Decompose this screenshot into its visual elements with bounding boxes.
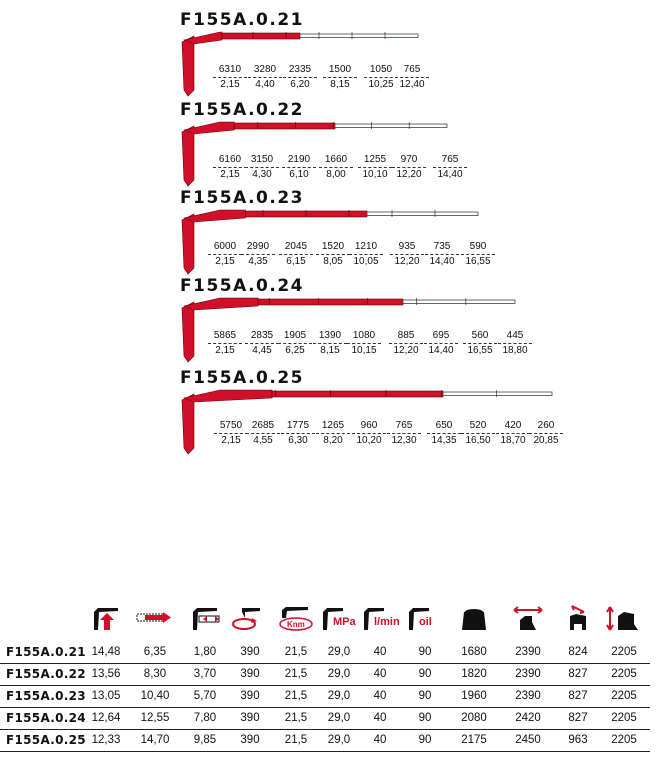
load-outreach-m: 12,20 xyxy=(396,169,422,180)
load-point xyxy=(323,64,357,91)
load-outreach-m: 2,15 xyxy=(221,435,241,446)
table-cell: 2205 xyxy=(611,668,637,680)
load-capacity-kg: 885 xyxy=(389,330,423,344)
load-point xyxy=(358,154,392,181)
stabilizer-width-icon xyxy=(508,604,548,632)
load-outreach-m: 8,20 xyxy=(323,435,343,446)
manual-extension xyxy=(300,34,418,38)
load-outreach-m: 10,05 xyxy=(353,256,379,267)
load-point xyxy=(279,241,313,268)
table-cell: 1960 xyxy=(461,690,487,702)
load-point xyxy=(463,330,497,357)
load-outreach-m: 14,40 xyxy=(428,345,454,356)
table-cell: 2205 xyxy=(611,734,637,746)
table-cell: 90 xyxy=(418,690,432,702)
load-point xyxy=(283,64,317,91)
icon-unit-label: Knm xyxy=(287,620,305,629)
load-capacity-kg: 6000 xyxy=(208,241,242,255)
load-capacity-kg: 560 xyxy=(463,330,497,344)
table-cell: 827 xyxy=(568,668,588,680)
manual-extension xyxy=(403,300,515,304)
table-cell: 90 xyxy=(418,668,432,680)
table-cell: 827 xyxy=(568,712,588,724)
table-cell: 29,0 xyxy=(327,646,351,658)
load-outreach-m: 14,40 xyxy=(437,169,463,180)
table-cell: 40 xyxy=(373,646,387,658)
load-capacity-kg: 2835 xyxy=(245,330,279,344)
table-cell: 90 xyxy=(418,646,432,658)
table-cell: 8,30 xyxy=(143,668,167,680)
load-outreach-m: 16,55 xyxy=(467,345,493,356)
table-row xyxy=(0,708,650,730)
load-outreach-m: 12,40 xyxy=(399,79,425,90)
crane-column xyxy=(182,36,194,96)
row-model-name: F155A.0.21 xyxy=(6,645,86,659)
table-row xyxy=(0,642,650,664)
load-capacity-kg: 260 xyxy=(529,420,563,434)
load-outreach-m: 2,15 xyxy=(220,79,240,90)
table-cell: 390 xyxy=(240,646,260,658)
load-outreach-m: 12,30 xyxy=(391,435,417,446)
load-capacity-kg: 970 xyxy=(392,154,426,168)
load-capacity-kg: 2190 xyxy=(282,154,316,168)
table-cell: 2205 xyxy=(611,712,637,724)
table-cell: 90 xyxy=(418,734,432,746)
load-outreach-m: 20,85 xyxy=(533,435,559,446)
hydraulic-extension xyxy=(234,123,335,129)
table-cell: 29,0 xyxy=(327,712,351,724)
load-capacity-kg: 2685 xyxy=(246,420,280,434)
model-title: F155A.0.23 xyxy=(180,188,304,208)
row-model-name: F155A.0.23 xyxy=(6,689,86,703)
load-capacity-kg: 6310 xyxy=(213,64,247,78)
load-capacity-kg: 1500 xyxy=(323,64,357,78)
manual-extension xyxy=(367,212,478,216)
table-cell: 963 xyxy=(568,734,588,746)
load-point xyxy=(424,330,458,357)
load-outreach-m: 8,15 xyxy=(330,79,350,90)
table-cell: 21,5 xyxy=(284,668,308,680)
table-cell: 2390 xyxy=(515,668,541,680)
table-cell: 5,70 xyxy=(193,690,217,702)
load-outreach-m: 10,10 xyxy=(362,169,388,180)
table-cell: 13,05 xyxy=(91,690,121,702)
table-cell: 10,40 xyxy=(140,690,170,702)
table-cell: 6,35 xyxy=(143,646,167,658)
load-capacity-kg: 935 xyxy=(390,241,424,255)
icon-unit-label: oil xyxy=(419,616,432,628)
load-point xyxy=(364,64,398,91)
table-cell: 2175 xyxy=(461,734,487,746)
load-capacity-kg: 1255 xyxy=(358,154,392,168)
load-capacity-kg: 5750 xyxy=(214,420,248,434)
crane-column xyxy=(182,214,194,274)
load-point xyxy=(208,241,242,268)
main-boom xyxy=(184,390,272,402)
table-cell: 40 xyxy=(373,668,387,680)
load-capacity-kg: 1905 xyxy=(278,330,312,344)
load-capacity-kg: 765 xyxy=(433,154,467,168)
load-point xyxy=(313,330,347,357)
load-capacity-kg: 650 xyxy=(427,420,461,434)
main-boom xyxy=(184,210,245,222)
load-point xyxy=(248,64,282,91)
table-cell: 40 xyxy=(373,734,387,746)
hydraulic-extension xyxy=(222,33,300,39)
load-capacity-kg: 3280 xyxy=(248,64,282,78)
load-point xyxy=(213,64,247,91)
table-cell: 1,80 xyxy=(193,646,217,658)
load-point xyxy=(461,241,495,268)
load-point xyxy=(390,241,424,268)
table-cell: 2420 xyxy=(515,712,541,724)
load-point xyxy=(208,330,242,357)
load-capacity-kg: 1520 xyxy=(316,241,350,255)
load-outreach-m: 18,70 xyxy=(500,435,526,446)
lifting-moment-icon xyxy=(86,604,126,632)
load-outreach-m: 14,40 xyxy=(429,256,455,267)
table-cell: 3,70 xyxy=(193,668,217,680)
table-cell: 14,70 xyxy=(140,734,170,746)
load-point xyxy=(319,154,353,181)
load-outreach-m: 4,30 xyxy=(252,169,272,180)
main-boom xyxy=(184,298,258,310)
load-point xyxy=(529,420,563,447)
load-point xyxy=(241,241,275,268)
slewing-angle-icon xyxy=(230,604,270,632)
table-cell: 390 xyxy=(240,712,260,724)
manual-extension xyxy=(335,124,447,128)
row-model-name: F155A.0.25 xyxy=(6,733,86,747)
load-point xyxy=(316,241,350,268)
load-outreach-m: 16,50 xyxy=(465,435,491,446)
load-point xyxy=(245,330,279,357)
load-outreach-m: 16,55 xyxy=(465,256,491,267)
load-outreach-m: 12,20 xyxy=(394,256,420,267)
table-cell: 40 xyxy=(373,712,387,724)
table-row xyxy=(0,686,650,708)
load-outreach-m: 8,05 xyxy=(323,256,343,267)
table-cell: 21,5 xyxy=(284,646,308,658)
model-title: F155A.0.21 xyxy=(180,10,304,30)
table-cell: 21,5 xyxy=(284,690,308,702)
pump-flow-icon xyxy=(360,604,400,632)
load-outreach-m: 4,35 xyxy=(248,256,268,267)
table-cell: 21,5 xyxy=(284,712,308,724)
crane-column xyxy=(182,394,194,454)
table-cell: 390 xyxy=(240,734,260,746)
oil-tank-icon xyxy=(405,604,445,632)
model-title: F155A.0.25 xyxy=(180,368,304,388)
load-capacity-kg: 765 xyxy=(387,420,421,434)
table-cell: 2390 xyxy=(515,646,541,658)
load-outreach-m: 4,45 xyxy=(252,345,272,356)
table-cell: 12,33 xyxy=(91,734,121,746)
manual-extension-icon xyxy=(185,604,225,632)
load-outreach-m: 10,25 xyxy=(368,79,394,90)
load-capacity-kg: 1210 xyxy=(349,241,383,255)
load-point xyxy=(496,420,530,447)
table-cell: 29,0 xyxy=(327,668,351,680)
table-cell: 12,64 xyxy=(91,712,121,724)
load-outreach-m: 4,55 xyxy=(253,435,273,446)
load-point xyxy=(213,154,247,181)
load-point xyxy=(347,330,381,357)
table-cell: 2390 xyxy=(515,690,541,702)
table-row xyxy=(0,730,650,752)
load-capacity-kg: 420 xyxy=(496,420,530,434)
hydraulic-extension xyxy=(258,299,403,305)
load-outreach-m: 10,20 xyxy=(356,435,382,446)
load-capacity-kg: 695 xyxy=(424,330,458,344)
slewing-torque-icon xyxy=(276,604,316,632)
load-capacity-kg: 2990 xyxy=(241,241,275,255)
table-cell: 2450 xyxy=(515,734,541,746)
load-point xyxy=(461,420,495,447)
installation-width-icon xyxy=(558,604,598,632)
load-capacity-kg: 6160 xyxy=(213,154,247,168)
load-point xyxy=(246,420,280,447)
table-cell: 13,56 xyxy=(91,668,121,680)
load-point xyxy=(316,420,350,447)
crane-column xyxy=(182,126,194,186)
load-outreach-m: 8,15 xyxy=(320,345,340,356)
working-pressure-icon xyxy=(319,604,359,632)
load-outreach-m: 2,15 xyxy=(215,345,235,356)
table-cell: 21,5 xyxy=(284,734,308,746)
load-outreach-m: 14,35 xyxy=(431,435,457,446)
load-capacity-kg: 5865 xyxy=(208,330,242,344)
load-outreach-m: 6,25 xyxy=(285,345,305,356)
load-capacity-kg: 590 xyxy=(461,241,495,255)
table-cell: 2205 xyxy=(611,690,637,702)
load-point xyxy=(245,154,279,181)
load-outreach-m: 12,20 xyxy=(393,345,419,356)
load-capacity-kg: 735 xyxy=(425,241,459,255)
table-cell: 2205 xyxy=(611,646,637,658)
load-outreach-m: 18,80 xyxy=(502,345,528,356)
table-cell: 9,85 xyxy=(193,734,217,746)
hydraulic-extension xyxy=(272,391,443,397)
load-capacity-kg: 1080 xyxy=(347,330,381,344)
load-point xyxy=(278,330,312,357)
height-icon xyxy=(604,604,644,632)
load-point xyxy=(433,154,467,181)
table-cell: 29,0 xyxy=(327,734,351,746)
load-capacity-kg: 1265 xyxy=(316,420,350,434)
table-cell: 40 xyxy=(373,690,387,702)
load-capacity-kg: 520 xyxy=(461,420,495,434)
load-point xyxy=(387,420,421,447)
load-capacity-kg: 960 xyxy=(352,420,386,434)
load-point xyxy=(392,154,426,181)
load-outreach-m: 6,15 xyxy=(286,256,306,267)
table-cell: 1680 xyxy=(461,646,487,658)
load-outreach-m: 6,30 xyxy=(288,435,308,446)
table-cell: 14,48 xyxy=(91,646,121,658)
load-capacity-kg: 1050 xyxy=(364,64,398,78)
row-model-name: F155A.0.22 xyxy=(6,667,86,681)
load-capacity-kg: 2045 xyxy=(279,241,313,255)
load-point xyxy=(281,420,315,447)
row-model-name: F155A.0.24 xyxy=(6,711,86,725)
model-title: F155A.0.22 xyxy=(180,100,304,120)
load-outreach-m: 2,15 xyxy=(220,169,240,180)
load-point xyxy=(427,420,461,447)
hydraulic-outreach-icon xyxy=(135,604,175,632)
load-capacity-kg: 1390 xyxy=(313,330,347,344)
table-cell: 90 xyxy=(418,712,432,724)
load-capacity-kg: 1660 xyxy=(319,154,353,168)
icon-unit-label: l/min xyxy=(374,616,400,628)
table-cell: 824 xyxy=(568,646,588,658)
table-cell: 390 xyxy=(240,690,260,702)
load-point xyxy=(395,64,429,91)
load-outreach-m: 6,10 xyxy=(289,169,309,180)
load-point xyxy=(349,241,383,268)
manual-extension xyxy=(443,392,552,396)
table-row xyxy=(0,664,650,686)
load-point xyxy=(214,420,248,447)
load-capacity-kg: 2335 xyxy=(283,64,317,78)
load-point xyxy=(282,154,316,181)
load-point xyxy=(498,330,532,357)
table-cell: 390 xyxy=(240,668,260,680)
weight-icon xyxy=(454,604,494,632)
table-cell: 12,55 xyxy=(140,712,170,724)
load-point xyxy=(425,241,459,268)
load-capacity-kg: 3150 xyxy=(245,154,279,168)
icon-unit-label: MPa xyxy=(333,616,356,628)
load-outreach-m: 4,40 xyxy=(255,79,275,90)
load-capacity-kg: 445 xyxy=(498,330,532,344)
load-point xyxy=(389,330,423,357)
load-capacity-kg: 1775 xyxy=(281,420,315,434)
crane-column xyxy=(182,302,194,362)
load-outreach-m: 2,15 xyxy=(215,256,235,267)
table-cell: 7,80 xyxy=(193,712,217,724)
specs-icon-header xyxy=(0,598,658,638)
load-outreach-m: 8,00 xyxy=(326,169,346,180)
table-cell: 29,0 xyxy=(327,690,351,702)
load-outreach-m: 6,20 xyxy=(290,79,310,90)
table-cell: 2080 xyxy=(461,712,487,724)
load-outreach-m: 10,15 xyxy=(351,345,377,356)
table-cell: 1820 xyxy=(461,668,487,680)
model-title: F155A.0.24 xyxy=(180,276,304,296)
table-cell: 827 xyxy=(568,690,588,702)
load-capacity-kg: 765 xyxy=(395,64,429,78)
load-point xyxy=(352,420,386,447)
